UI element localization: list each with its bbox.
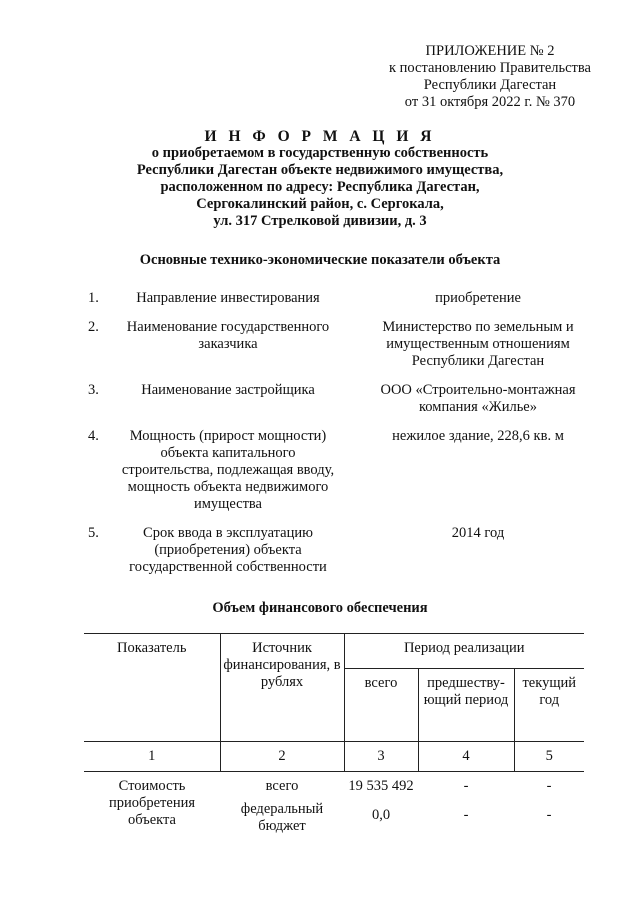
heading-line: о приобретаемом в государственную собственность bbox=[151, 145, 489, 161]
column-number: 3 bbox=[344, 742, 418, 772]
source-cell: федеральный бюджет bbox=[240, 801, 324, 834]
row-previous bbox=[418, 772, 514, 848]
indicator-label: Наименование государственного заказчика bbox=[126, 319, 330, 352]
indicator-number: 3. bbox=[88, 382, 99, 398]
indicator-row bbox=[88, 319, 598, 370]
source-cell: всего bbox=[265, 778, 299, 794]
table-numbering-row bbox=[84, 742, 584, 772]
indicator-number: 2. bbox=[88, 319, 99, 335]
heading-line: Республики Дагестан объекте недвижимого имущества, bbox=[136, 162, 504, 178]
total-cell: 0,0 bbox=[371, 807, 391, 823]
appendix-title: ПРИЛОЖЕНИЕ № 2 bbox=[425, 43, 555, 59]
indicator-number: 4. bbox=[88, 428, 99, 444]
column-number: 1 bbox=[148, 748, 156, 764]
header-previous: предшеству-ющий период bbox=[418, 669, 514, 742]
indicator-label: Направление инвестирования bbox=[136, 290, 320, 306]
header-total: всего bbox=[344, 669, 418, 742]
finance-table bbox=[84, 633, 584, 847]
table-header-row bbox=[84, 634, 584, 669]
current-cell: - bbox=[546, 807, 552, 823]
row-indicator: Стоимость приобретения объекта bbox=[108, 778, 196, 828]
column-number: 4 bbox=[418, 742, 514, 772]
total-cell: 19 535 492 bbox=[348, 778, 414, 794]
section-title-indicators: Основные технико-экономические показатели объекта bbox=[139, 252, 501, 268]
row-totals bbox=[344, 772, 418, 848]
heading-line: расположенном по адресу: Республика Дагестан, bbox=[160, 179, 480, 195]
indicator-value: Министерство по земельным и имущественным отношениям Республики Дагестан bbox=[382, 319, 574, 369]
column-number: 2 bbox=[220, 742, 344, 772]
heading-line: Сергокалинский район, с. Сергокала, bbox=[196, 196, 444, 212]
header-source: Источник финансирования, в рублях bbox=[220, 634, 344, 742]
indicator-row bbox=[88, 382, 598, 416]
previous-cell: - bbox=[463, 778, 469, 794]
indicator-row bbox=[88, 428, 598, 513]
row-sources bbox=[220, 772, 344, 848]
column-number: 5 bbox=[514, 742, 584, 772]
indicator-number: 1. bbox=[88, 290, 99, 306]
previous-cell: - bbox=[463, 807, 469, 823]
indicator-label: Наименование застройщика bbox=[141, 382, 315, 398]
appendix-ref-line: Республики Дагестан bbox=[423, 77, 557, 93]
indicator-value: нежилое здание, 228,6 кв. м bbox=[392, 428, 564, 444]
header-period: Период реализации bbox=[344, 634, 584, 669]
indicator-value: ООО «Строительно-монтажная компания «Жилье» bbox=[380, 382, 576, 415]
document-heading bbox=[0, 128, 640, 230]
row-current bbox=[514, 772, 584, 848]
appendix-block bbox=[340, 43, 640, 111]
indicator-value: приобретение bbox=[435, 290, 521, 306]
indicator-label: Мощность (прирост мощности) объекта капитального строительства, подлежащая вводу, мощность объекта недвижимого имущества bbox=[121, 428, 335, 512]
indicator-value: 2014 год bbox=[451, 525, 505, 541]
indicator-number: 5. bbox=[88, 525, 99, 541]
table-row bbox=[84, 772, 584, 848]
section-title-finance: Объем финансового обеспечения bbox=[212, 600, 428, 616]
indicator-row bbox=[88, 525, 598, 576]
appendix-date: от 31 октября 2022 г. № 370 bbox=[404, 94, 576, 110]
indicator-label: Срок ввода в эксплуатацию (приобретения) объекта государственной собственности bbox=[129, 525, 327, 575]
indicators-list bbox=[88, 290, 598, 588]
header-current: текущий год bbox=[514, 669, 584, 742]
current-cell: - bbox=[546, 778, 552, 794]
header-indicator: Показатель bbox=[117, 640, 187, 656]
indicator-row bbox=[88, 290, 598, 307]
appendix-ref-line: к постановлению Правительства bbox=[389, 60, 591, 76]
heading-line: ул. 317 Стрелковой дивизии, д. 3 bbox=[213, 213, 427, 229]
document-title: И Н Ф О Р М А Ц И Я bbox=[204, 128, 436, 145]
